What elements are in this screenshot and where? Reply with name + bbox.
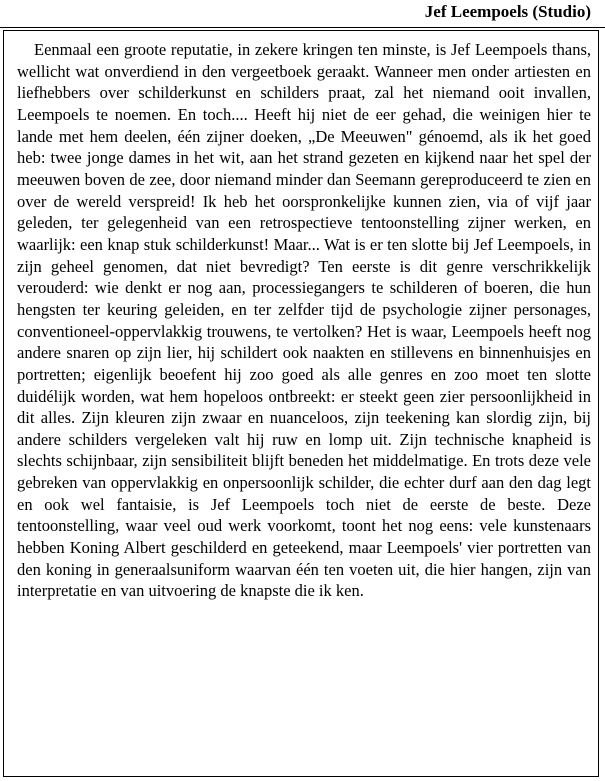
page-header [0, 0, 605, 27]
article-title: Jef Leempoels (Studio) [424, 2, 591, 21]
article-paragraph: Eenmaal een groote reputatie, in zekere kringen ten minste, is Jef Leempoels thans, wellicht wat onverdiend in den vergeetboek geraakt. Wanneer men onder artiesten en liefhebbers over schilderkunst en schilders praat, zal het niemand ooit invallen, Leempoels te noemen. En toch.... Heeft hij niet de eer gehad, die weinigen hier te lande met hem deelen, één zijner doeken, „De Meeuwen" génoemd, als ik het goed heb: twee jonge dames in het wit, aan het strand gezeten en kijkend naar het spel der meeuwen boven de zee, door niemand minder dan Seemann gereproduceerd te zien en over de wereld verspreid! Ik heb het oorspronkelijke kunnen zien, via of vijf jaar geleden, ter gelegenheid van een retrospectieve tentoonstelling zijner werken, en waarlijk: een knap stuk schilderkunst! Maar... Wat is er ten slotte bij Jef Leempoels, in zijn geheel genomen, dat niet bevredigt? Ten eerste is dit genre verschrikkelijk verouderd: wie denkt er nog aan, processiegangers te schilderen of boeren, die hun hengsten ter keuring geleiden, en ter zelfder tijd de psychologie zijner personages, conventioneel-oppervlakkig trouwens, te vertolken? Het is waar, Leempoels heeft nog andere snaren op zijn lier, hij schildert ook naakten en stillevens en binnenhuisjes en portretten; eigenlijk beoefent hij zoo goed als alle genres en zoo moet ten slotte duidélijk worden, wat hem hopeloos ontbreekt: er steekt geen zier persoonlijkheid in dit alles. Zijn kleuren zijn zwaar en nuanceloos, zijn teekening kan slordig zijn, bij andere schilders vergeleken valt hij ruw en lomp uit. Zijn technische knapheid is slechts schijnbaar, zijn sensibiliteit blijft beneden het middelmatige. En trots deze vele gebreken van oppervlakkig en onpersoonlijk schilder, die echter durf aan den dag legt en ook wel fantaisie, is Jef Leempoels toch niet de eerste de beste. Deze tentoonstelling, waar veel oud werk voorkomt, toont het nog eens: vele kunstenaars hebben Koning Albert geschilderd en geteekend, maar Leempoels' vier portretten van den koning in generaalsuniform waarvan één ten voeten uit, die hier hangen, zijn van interpretatie en van uitvoering de knapste die ik ken. [17, 40, 591, 601]
header-divider [0, 27, 605, 28]
article-frame [3, 30, 599, 777]
